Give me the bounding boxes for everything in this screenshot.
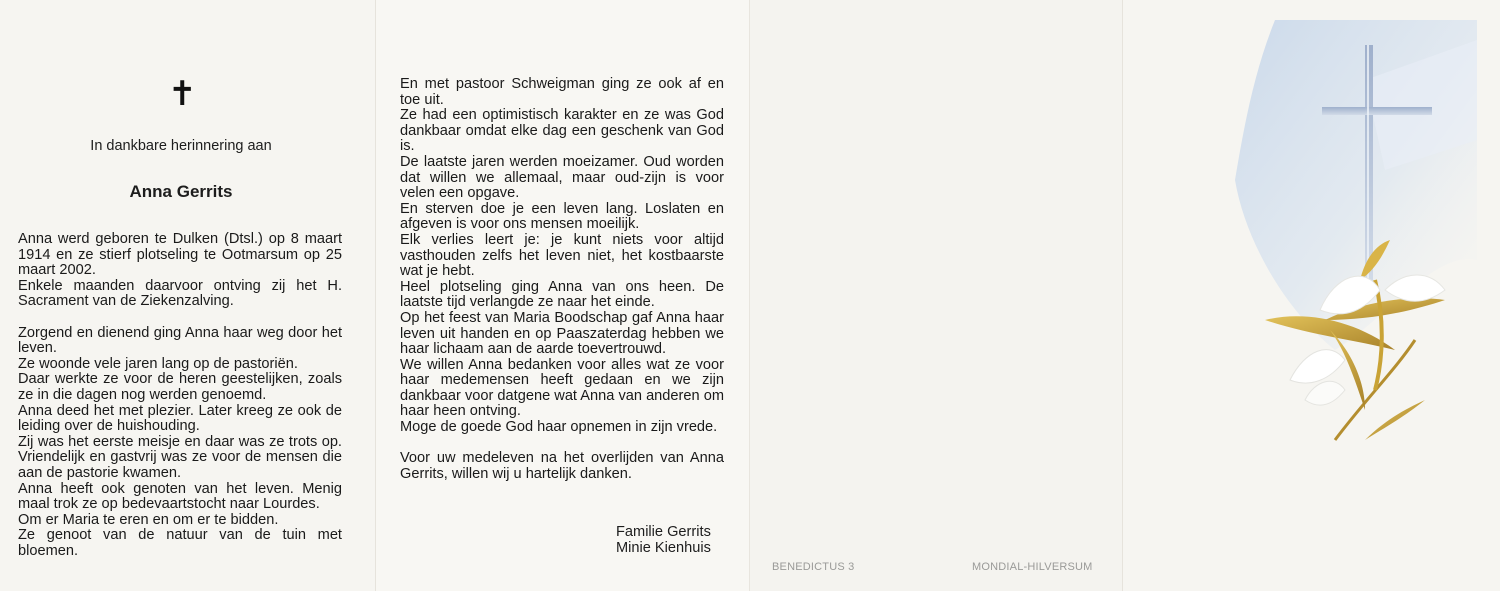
paragraph: Anna werd geboren te Dulken (Dtsl.) op 8 maart 1914 en ze stierf plotseling te Ootmarsum op 25 maart 2002. [18,231,342,279]
cover-panel [1122,0,1500,591]
thank-you-paragraph: Voor uw medeleven na het overlijden van Anna Gerrits, willen wij u hartelijk danken. [400,450,724,482]
signature [616,525,711,556]
paragraph: Ze genoot van de natuur van de tuin met bloemen. [18,527,342,559]
paragraph: Elk verlies leert je: je kunt niets voor altijd vasthouden zelfs het leven niet, het kostbaarste wat je hebt. [400,231,724,280]
paragraph: De laatste jaren werden moeizamer. Oud worden dat willen we allemaal, maar oud-zijn is voor velen een opgave. [400,153,724,202]
paragraph: Om er Maria te eren en om er te bidden. [18,511,279,528]
paragraph: Op het feest van Maria Boodschap gaf Anna haar leven uit handen en op Paaszaterdag hebben we haar lichaam aan de aarde toevertrouwd. [400,309,724,358]
paragraph: Ze had een optimistisch karakter en ze was God dankbaar omdat elke dag een geschenk van God is. [400,107,724,155]
signature-line: Minie Kienhuis [616,539,711,556]
paragraph: Ze woonde vele jaren lang op de pastoriën. [18,355,298,372]
paragraph: Zorgend en dienend ging Anna haar weg door het leven. [18,324,342,357]
paragraph: Moge de goede God haar opnemen in zijn vrede. [400,419,718,436]
back-panel [749,0,1122,591]
paragraph: Heel plotseling ging Anna van ons heen. De laatste tijd verlangde ze naar het einde. [400,278,724,311]
paragraph: Enkele maanden daarvoor ontving zij het H. Sacrament van de Ziekenzalving. [18,277,342,310]
left-panel [0,0,375,591]
paragraph: En met pastoor Schweigman ging ze ook af en toe uit. [400,76,724,108]
paragraph: Anna heeft ook genoten van het leven. Menig maal trok ze op bedevaartstocht naar Lourdes. [18,480,342,513]
dedication-intro: In dankbare herinnering aan [90,138,272,154]
paragraph: En sterven doe je een leven lang. Loslaten en afgeven is voor ons mensen moeilijk. [400,200,724,233]
paragraph: Anna deed het met plezier. Later kreeg ze ook de leiding over de huishouding. [18,402,342,435]
printer-mark-design: BENEDICTUS 3 [772,561,855,573]
signature-line: Familie Gerrits [616,524,711,540]
deceased-name: Anna Gerrits [129,182,233,201]
cover-illustration [1215,20,1477,460]
middle-panel [375,0,749,591]
paragraph: Zij was het eerste meisje en daar was ze trots op. Vriendelijk en gastvrij was ze voor de mensen die aan de pastorie kwamen. [18,433,342,481]
paragraph: Daar werkte ze voor de heren geestelijken, zoals ze in die dagen nog werden genoemd. [18,371,342,403]
paragraph: We willen Anna bedanken voor alles wat ze voor haar medemensen heeft gedaan en we zijn dankbaar voor datgene wat Anna van anderen om haar heen ontving. [400,356,724,420]
memorial-text [400,77,724,482]
biography-text [18,232,342,559]
cross-icon: ✝ [168,74,197,114]
printer-mark-publisher: MONDIAL-HILVERSUM [972,561,1093,573]
